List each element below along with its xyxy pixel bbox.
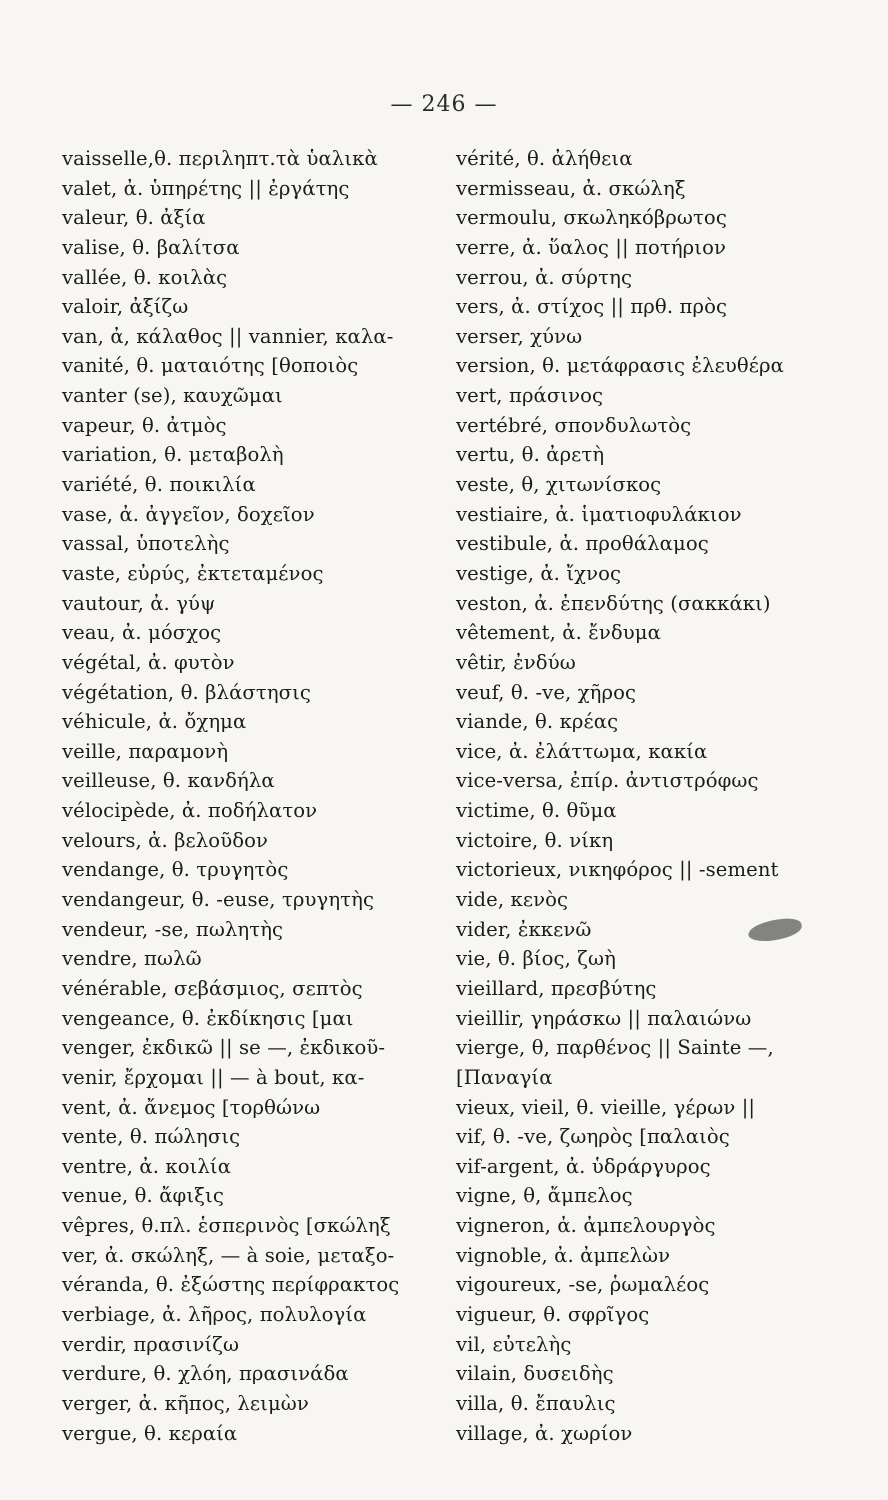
dictionary-entry: vil, εὐτελὴς <box>456 1332 572 1356</box>
dictionary-entry: vélocipède, ἀ. ποδήλατον <box>62 799 318 823</box>
dictionary-entry: vergue, θ. κεραία <box>62 1421 238 1445</box>
dictionary-entry: vêpres, θ.πλ. ἑσπερινὸς [σκώληξ <box>62 1214 391 1238</box>
dictionary-entry: [Παναγία <box>456 1065 553 1089</box>
dictionary-entry: ventre, ἀ. κοιλία <box>62 1154 232 1178</box>
dictionary-entry: vif-argent, ἀ. ὑδράργυρος <box>456 1154 711 1178</box>
dictionary-entry: vertu, θ. ἀρετὴ <box>456 443 605 467</box>
dictionary-entry: vice-versa, ἐπίρ. ἀντιστρόφως <box>456 769 759 793</box>
dictionary-entry: verser, χύνω <box>456 324 583 348</box>
dictionary-entry: verbiage, ἀ. λῆρος, πολυλογία <box>62 1302 367 1326</box>
dictionary-entry: valoir, ἀξίζω <box>62 295 189 319</box>
dictionary-entry: version, θ. μετάφρασις ἐλευθέρα <box>456 354 784 378</box>
dictionary-entry: van, ἀ, κάλαθος || vannier, καλα- <box>62 324 394 348</box>
dictionary-entry: veau, ἀ. μόσχος <box>62 621 222 645</box>
dictionary-entry: verdure, θ. χλόη, πρασινάδα <box>62 1362 349 1386</box>
left-column <box>62 146 432 1446</box>
dictionary-entry: victorieux, νικηφόρος || -sement <box>456 858 779 882</box>
dictionary-entry: végétal, ἀ. φυτὸν <box>62 650 235 674</box>
dictionary-entry: veilleuse, θ. κανδήλα <box>62 769 275 793</box>
dictionary-entry: variété, θ. ποικιλία <box>62 473 256 497</box>
dictionary-entry: villa, θ. ἔπαυλις <box>456 1391 616 1415</box>
dictionary-entry: vendange, θ. τρυγητὸς <box>62 858 289 882</box>
dictionary-entry: vert, πράσινος <box>456 384 604 408</box>
dictionary-entry: véranda, θ. ἐξώστης περίφρακτος <box>62 1273 400 1297</box>
dictionary-entry: vaste, εὐρύς, ἐκτεταμένος <box>62 561 324 585</box>
dictionary-entry: vapeur, θ. ἀτμὸς <box>62 413 227 437</box>
right-column <box>456 146 848 1446</box>
dictionary-entry: vigne, θ, ἄμπελος <box>456 1184 633 1208</box>
dictionary-entry: valise, θ. βαλίτσα <box>62 235 240 259</box>
dictionary-entry: vider, ἐκκενῶ <box>456 917 592 941</box>
dictionary-entry: vigoureux, -se, ῥωμαλέος <box>456 1273 710 1297</box>
dictionary-entry: vestige, ἀ. ἴχνος <box>456 561 622 585</box>
dictionary-entry: vie, θ. βίος, ζωὴ <box>456 947 616 971</box>
dictionary-entry: veille, παραμονὴ <box>62 739 229 763</box>
dictionary-entry: venger, ἐκδικῶ || se —, ἐκδικοῦ- <box>62 1036 386 1060</box>
dictionary-entry: vilain, δυσειδὴς <box>456 1362 614 1386</box>
dictionary-entry: vierge, θ, παρθένος || Sainte —, <box>456 1036 774 1060</box>
dictionary-entry: vignoble, ἀ. ἀμπελὼν <box>456 1243 671 1267</box>
dictionary-entry: variation, θ. μεταβολὴ <box>62 443 284 467</box>
dictionary-entry: vent, ἀ. ἄνεμος [τορθώνω <box>62 1095 321 1119</box>
dictionary-entry: vérité, θ. ἀλήθεια <box>456 147 633 170</box>
dictionary-entry: vice, ἀ. ἐλάττωμα, κακία <box>456 739 708 763</box>
dictionary-entry: vanité, θ. ματαιότης [θοποιὸς <box>62 354 359 378</box>
dictionary-entry: viande, θ. κρέας <box>456 710 619 734</box>
dictionary-entry: velours, ἀ. βελοῦδον <box>62 828 269 852</box>
dictionary-entry: veuf, θ. -ve, χῆρος <box>456 680 637 704</box>
dictionary-entry: vassal, ὑποτελὴς <box>62 532 230 556</box>
dictionary-entry: verger, ἀ. κῆπος, λειμὼν <box>62 1391 309 1415</box>
dictionary-entry: vieux, vieil, θ. vieille, γέρων || <box>456 1095 756 1119</box>
dictionary-entry: vêtement, ἀ. ἔνδυμα <box>456 621 661 645</box>
dictionary-entry: vendeur, -se, πωλητὴς <box>62 917 284 941</box>
dictionary-entry: vestiaire, ἀ. ἱματιοφυλάκιον <box>456 502 742 526</box>
dictionary-entry: ver, ἀ. σκώληξ, — à soie, μεταξο- <box>62 1243 395 1267</box>
dictionary-entry: vêtir, ἐνδύω <box>456 650 576 674</box>
dictionary-entry: vénérable, σεβάσμιος, σεπτὸς <box>62 976 363 1000</box>
dictionary-entry: veston, ἀ. ἐπενδύτης (σακκάκι) <box>456 591 771 615</box>
dictionary-entry: vendangeur, θ. -euse, τρυγητὴς <box>62 888 375 912</box>
dictionary-entry: vente, θ. πώλησις <box>62 1125 241 1149</box>
dictionary-entry: veste, θ, χιτωνίσκος <box>456 473 662 497</box>
dictionary-entry: vendre, πωλῶ <box>62 947 202 971</box>
dictionary-entry: végétation, θ. βλάστησις <box>62 680 311 704</box>
page-number: — 246 — <box>390 92 498 117</box>
dictionary-entry: venue, θ. ἄφιξις <box>62 1184 224 1208</box>
dictionary-entry: valet, ἀ. ὑπηρέτης || ἐργάτης <box>62 176 350 200</box>
dictionary-entry: vestibule, ἀ. προθάλαμος <box>456 532 709 556</box>
dictionary-entry: vanter (se), καυχῶμαι <box>62 384 283 408</box>
dictionary-entry: vigneron, ἀ. ἀμπελουργὸς <box>456 1214 716 1238</box>
dictionary-entry: verrou, ἀ. σύρτης <box>456 265 633 289</box>
dictionary-entry: verre, ἀ. ὕαλος || ποτήριον <box>456 235 726 259</box>
dictionary-entry: vallée, θ. κοιλὰς <box>62 265 228 289</box>
dictionary-entry: village, ἀ. χωρίον <box>456 1421 633 1445</box>
dictionary-entry: victoire, θ. νίκη <box>456 828 614 852</box>
dictionary-entry: vers, ἀ. στίχος || πρθ. πρὸς <box>456 295 728 319</box>
dictionary-entry: vautour, ἀ. γύψ <box>62 591 216 615</box>
dictionary-entry: vengeance, θ. ἐκδίκησις [μαι <box>62 1006 354 1030</box>
dictionary-entry: vieillir, γηράσκω || παλαιώνω <box>456 1006 752 1030</box>
dictionary-entry: vigueur, θ. σφρῖγος <box>456 1302 650 1326</box>
dictionary-entry: victime, θ. θῦμα <box>456 799 617 823</box>
dictionary-entry: vaisselle,θ. περιληπτ.τὰ ὑαλικὰ <box>62 147 378 170</box>
dictionary-entry: véhicule, ἀ. ὄχημα <box>62 710 247 734</box>
dictionary-entry: vertébré, σπονδυλωτὸς <box>456 413 692 437</box>
dictionary-entry: venir, ἔρχομαι || — à bout, κα- <box>62 1065 365 1089</box>
dictionary-entry: vif, θ. -ve, ζωηρὸς [παλαιὸς <box>456 1125 730 1149</box>
dictionary-entry: valeur, θ. ἀξία <box>62 206 206 230</box>
dictionary-entry: vermoulu, σκωληκόβρωτος <box>456 206 727 230</box>
dictionary-entry: vermisseau, ἀ. σκώληξ <box>456 176 686 200</box>
dictionary-entry: verdir, πρασινίζω <box>62 1332 240 1356</box>
dictionary-entry: vide, κενὸς <box>456 888 569 912</box>
dictionary-entry: vieillard, πρεσβύτης <box>456 976 657 1000</box>
dictionary-entry: vase, ἀ. ἀγγεῖον, δοχεῖον <box>62 502 315 526</box>
